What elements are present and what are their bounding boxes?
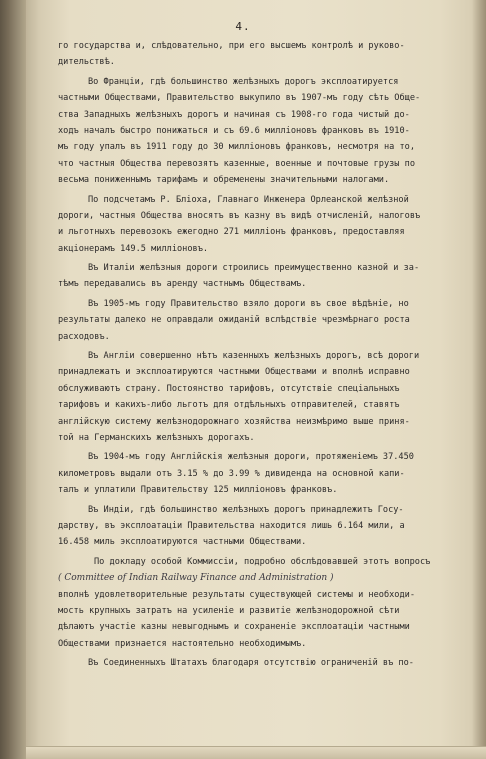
text-line: ходъ началъ быстро понижаться и съ 69.6 милліоновъ франковъ въ 1910- xyxy=(58,125,410,136)
text-line: Въ Индіи, гдѣ большинство желѣзныхъ дорогъ принадлежитъ Госу- xyxy=(88,504,404,515)
text-line: дѣлаютъ участіе казны невыгоднымъ и сохраненіе эксплоатаціи частными xyxy=(58,622,410,633)
text-line: и льготныхъ перевозокъ ежегодно 271 милліонъ франковъ, предоставляя xyxy=(58,227,405,238)
page-stack-edge xyxy=(26,746,486,759)
text-line: По докладу особой Коммиссіи, подробно обслѣдовавшей этотъ вопросъ xyxy=(94,556,431,567)
book-binding xyxy=(0,0,26,759)
body-text xyxy=(58,38,470,671)
text-line: англійскую систему желѣзнодорожнаго хозяйства неизмѣримо выше приня- xyxy=(58,416,410,427)
text-line: дительствѣ. xyxy=(58,57,115,68)
text-line: дарству, въ эксплоатаціи Правительства находится лишь 6.164 мили, а xyxy=(58,520,405,531)
text-line: ства Западныхъ желѣзныхъ дорогъ и начиная съ 1908-го года чистый до- xyxy=(58,109,410,120)
text-line: Въ Италіи желѣзныя дороги строились преимущественно казной и за- xyxy=(88,263,420,274)
text-line: Въ 1905-мъ году Правительство взяло дороги въ свое вѣдѣніе, но xyxy=(88,298,409,309)
text-line: тарифовъ и какихъ-либо льготъ для отдѣльныхъ отправителей, ставятъ xyxy=(58,400,400,411)
text-line: вполнѣ удовлетворительные результаты существующей системы и необходи- xyxy=(58,589,415,600)
text-line: весьма пониженнымъ тарифамъ и обременены значительными налогами. xyxy=(58,175,390,186)
text-line: тѣмъ передавались въ аренду частнымъ Обществамъ. xyxy=(58,279,307,290)
handwritten-annotation: ( Committee of Indian Railway Finance and Administration ) xyxy=(58,573,334,584)
text-line: мъ году упалъ въ 1911 году до 30 милліоновъ франковъ, несмотря на то, xyxy=(58,142,415,153)
text-line: обслуживаютъ страну. Постоянство тарифовъ, отсутствіе спеціальныхъ xyxy=(58,383,400,394)
text-line: принадлежатъ и эксплоатируются частными Обществами и вполнѣ исправно xyxy=(58,367,410,378)
text-line: расходовъ. xyxy=(58,331,110,342)
text-line: километровъ выдали отъ 3.15 % до 3.99 % дивиденда на основной капи- xyxy=(58,468,405,479)
page-edge-shadow xyxy=(472,0,486,759)
text-line: что частныя Общества перевозятъ казенные, военные и почтовые грузы по xyxy=(58,158,415,169)
text-line: акціонерамъ 149.5 милліоновъ. xyxy=(58,243,209,254)
text-line: дороги, частныя Общества вносятъ въ казну въ видѣ отчисленій, налоговъ xyxy=(58,210,421,221)
text-line: талъ и уплатили Правительству 125 милліоновъ франковъ. xyxy=(58,485,338,496)
text-line: Въ Соединенныхъ Штатахъ благодаря отсутствію ограниченій въ по- xyxy=(88,658,414,669)
text-line: 16.458 миль эксплоатируются частными Обществами. xyxy=(58,537,307,548)
text-line: частными Обществами, Правительство выкупило въ 1907-мъ году сѣть Обще- xyxy=(58,93,421,104)
text-line: Въ Англіи совершенно нѣтъ казенныхъ желѣзныхъ дорогъ, всѣ дороги xyxy=(88,351,420,362)
text-line: го государства и, слѣдовательно, при его высшемъ контролѣ и руково- xyxy=(58,41,405,51)
page-number: 4. xyxy=(235,20,251,33)
text-line: результаты далеко не оправдали ожиданій вслѣдствіе чрезмѣрнаго роста xyxy=(58,315,410,326)
text-line: По подсчетамъ Р. Бліоха, Главнаго Инженера Орлеанской желѣзной xyxy=(88,194,409,205)
text-line: мость крупныхъ затратъ на усиленіе и развитіе желѣзнодорожной сѣти xyxy=(58,605,400,616)
text-line: Въ 1904-мъ году Англійскія желѣзныя дороги, протяженіемъ 37.450 xyxy=(88,452,414,463)
text-line: той на Германскихъ желѣзныхъ дорогахъ. xyxy=(58,432,255,443)
text-line: Обществами признается настоятельно необходимымъ. xyxy=(58,638,307,649)
text-line: Во Франціи, гдѣ большинство желѣзныхъ дорогъ эксплоатируется xyxy=(88,76,399,87)
